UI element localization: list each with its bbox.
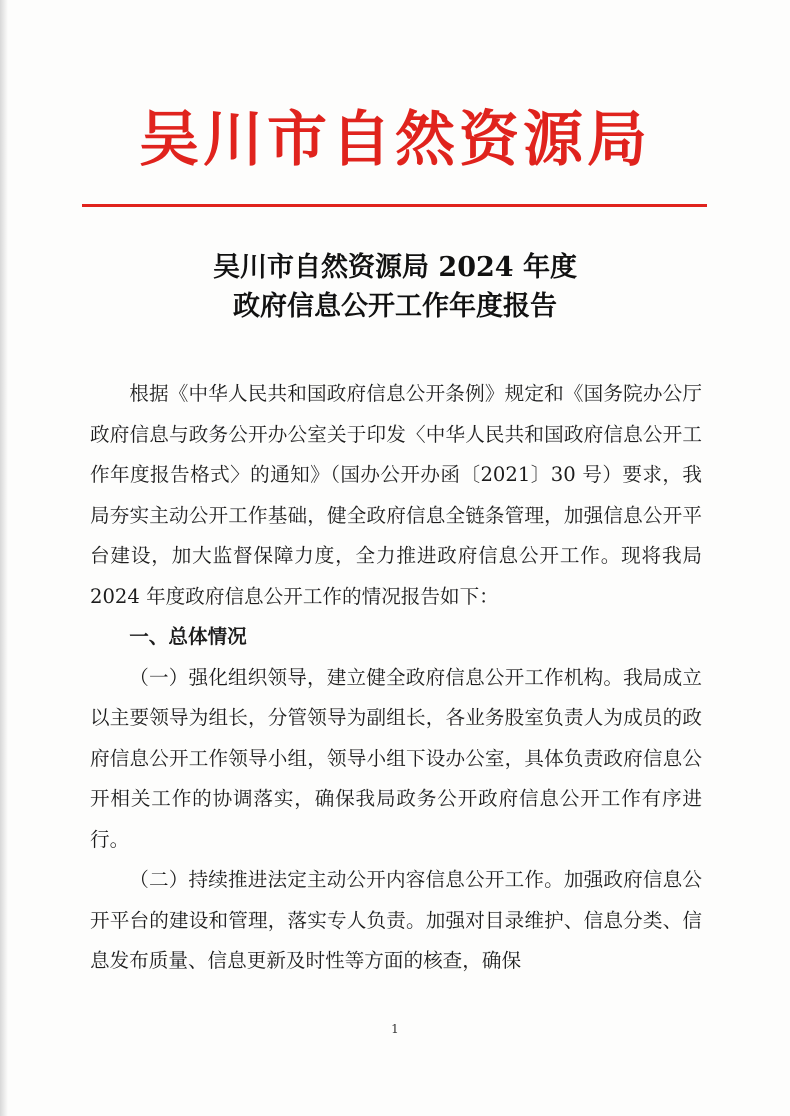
paragraph-active-disclosure: （二）持续推进法定主动公开内容信息公开工作。加强政府信息公开平台的建设和管理，落实专人负责。加强对目录维护、信息分类、信息发布质量、信息更新及时性等方面的核查，确保 <box>90 868 702 972</box>
masthead-red-rule <box>82 204 707 207</box>
report-body <box>90 374 702 982</box>
report-title-line1: 吴川市自然资源局 2024 年度 <box>213 252 577 283</box>
page-number: 1 <box>391 1022 399 1036</box>
masthead-title: 吴川市自然资源局 <box>139 105 651 175</box>
intro-paragraph: 根据《中华人民共和国政府信息公开条例》规定和《国务院办公厅政府信息与政务公开办公室关于印发〈中华人民共和国政府信息公开工作年度报告格式〉的通知》（国办公开办函〔2021〕30 号）要求，我局夯实主动公开工作基础，健全政府信息全链条管理，加强信息公开平台建设，加大监督保障力度，全力推进政府信息公开工作。现将我局 2024 年度政府信息公开工作的情况报告如下： <box>90 382 702 608</box>
section-heading-overview: 一、总体情况 <box>129 625 247 648</box>
paragraph-organization: （一）强化组织领导，建立健全政府信息公开工作机构。我局成立以主要领导为组长，分管领导为副组长，各业务股室负责人为成员的政府信息公开工作领导小组，领导小组下设办公室，具体负责政府信息公开相关工作的协调落实，确保我局政务公开政府信息公开工作有序进行。 <box>90 665 702 851</box>
report-title-line2: 政府信息公开工作年度报告 <box>233 291 557 322</box>
